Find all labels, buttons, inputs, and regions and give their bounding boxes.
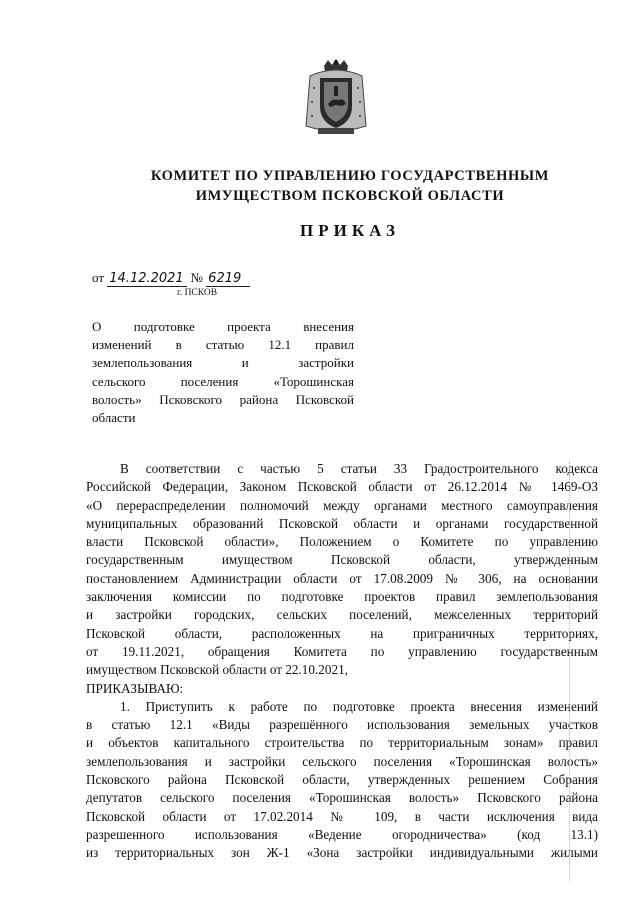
scan-margin-mark xyxy=(569,462,570,882)
directive-word: ПРИКАЗЫВАЮ: xyxy=(86,680,184,696)
body-line: государственным имуществом Псковской области, утвержденным xyxy=(86,552,598,568)
body-line: Псковской области, расположенных на приграничных территориях, xyxy=(86,625,598,641)
body-line: заключения комиссии по подготовке проектов правил землепользования xyxy=(86,589,598,605)
order-subject xyxy=(92,318,354,427)
body-line: от 19.11.2021, обращения Комитета по управлению государственным xyxy=(86,643,598,659)
body-line: Псковской области от 17.02.2014 № 109, в части исключения вида xyxy=(86,808,598,824)
body-line: депутатов сельского поселения «Торошинская волость» Псковского района xyxy=(86,790,598,806)
body-line: землепользования и застройки сельского поселения «Торошинская волость» xyxy=(86,753,598,769)
body-line: власти Псковской области», Положением о Комитете по управлению xyxy=(86,534,598,550)
date-prefix-label: от xyxy=(92,270,105,285)
organization-name-line-1: КОМИТЕТ ПО УПРАВЛЕНИЮ ГОСУДАРСТВЕННЫМ xyxy=(150,168,550,184)
subject-line: области xyxy=(92,409,136,425)
body-line: в статью 12.1 «Виды разрешённого использования земельных участков xyxy=(86,717,598,733)
subject-line: О подготовке проекта внесения xyxy=(92,319,354,334)
body-line: и объектов капитального строительства по территориальным зонам» правил xyxy=(86,735,598,751)
body-line: муниципальных образований Псковской области и органами государственной xyxy=(86,515,598,531)
subject-line: сельского поселения «Торошинская xyxy=(92,373,354,389)
order-body xyxy=(86,460,598,863)
body-line: Российской Федерации, Законом Псковской области от 26.12.2014 № 1469-ОЗ xyxy=(86,479,598,495)
coat-of-arms-icon xyxy=(300,58,372,138)
number-label: № xyxy=(190,270,203,285)
body-line: Псковского района Псковской области, утвержденных решением Собрания xyxy=(86,772,598,788)
body-line: В соответствии с частью 5 статьи 33 Градостроительного кодекса xyxy=(120,461,598,476)
order-number: 6219 xyxy=(206,271,250,287)
subject-line: волость» Псковского района Псковской xyxy=(92,391,354,407)
body-line: разрешенного использования «Ведение огородничества» (код 13.1) xyxy=(86,826,598,842)
body-line: имуществом Псковской области от 22.10.2021, xyxy=(86,662,348,678)
body-line: «О перераспределении полномочий между органами местного самоуправления xyxy=(86,497,598,513)
body-line: из территориальных зон Ж-1 «Зона застройки индивидуальными жилыми xyxy=(86,845,598,861)
organization-name-line-2: ИМУЩЕСТВОМ ПСКОВСКОЙ ОБЛАСТИ xyxy=(195,188,505,204)
order-date-number-line xyxy=(92,270,250,287)
body-line: постановлением Администрации области от 17.08.2009 № 306, на основании xyxy=(86,570,598,586)
body-line: 1. Приступить к работе по подготовке проекта внесения изменений xyxy=(120,698,598,714)
body-line: и застройки городских, сельских поселений, межселенных территорий xyxy=(86,607,598,623)
order-date: 14.12.2021 xyxy=(107,271,187,287)
subject-line: изменений в статью 12.1 правил xyxy=(92,337,354,353)
subject-line: землепользования и застройки xyxy=(92,355,354,371)
city-label: г. ПСКОВ xyxy=(177,288,218,298)
document-type-title: ПРИКАЗ xyxy=(300,221,400,240)
